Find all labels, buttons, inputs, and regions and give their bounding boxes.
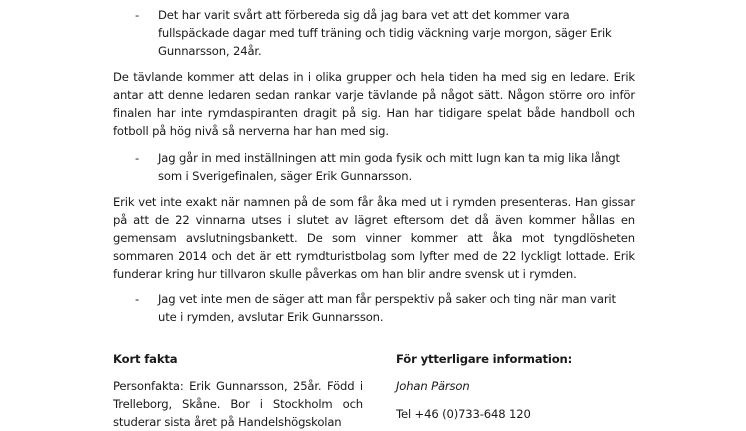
quote-3 (113, 290, 635, 326)
quote-text: Jag vet inte men de säger att man får perspektiv på saker och ting när man varit ute i rymden, avslutar Erik Gunnarsson. (158, 292, 616, 324)
quote-dash: - (135, 292, 140, 306)
paragraph-2: Erik vet inte exakt när namnen på de som får åka med ut i rymden presenteras. Han gissar på att de 22 vinnarna utses i slutet av lägret eftersom det då även kommer hållas en gemensam avslutningsbankett. De som vinner kommer att åka mot tyngdlösheten sommaren 2014 och det är ett rymdturistbolag som lyfter med de 22 lyckligt lottade. Erik funderar kring hur tillvaron skulle påverkas om han blir andre svensk ut i rymden. (113, 195, 635, 281)
contact-name: Johan Pärson (396, 379, 470, 393)
quote-text: Jag går in med inställningen att min goda fysik och mitt lugn kan ta mig lika långt som i Sverigefinalen, säger Erik Gunnarsson. (158, 151, 620, 183)
facts-heading: Kort fakta (113, 352, 178, 366)
quote-2 (113, 149, 635, 185)
quote-text: Det har varit svårt att förbereda sig då jag bara vet att det kommer vara fullspäckade dagar med tuff träning och tidig väckning varje morgon, säger Erik Gunnarsson, 24år. (158, 8, 612, 58)
contact-phone: Tel +46 (0)733-648 120 (396, 407, 531, 421)
facts-text: Personfakta: Erik Gunnarsson, 25år. Född i Trelleborg, Skåne. Bor i Stockholm och studerar sista året på Handelshögskolan (113, 379, 363, 429)
paragraph-1: De tävlande kommer att delas in i olika grupper och hela tiden ha med sig en ledare. Erik antar att denne ledaren sedan rankar varje tävlande på något sätt. Någon större oro inför finalen har inte rymdaspiranten dragit på sig. Han har tidigare spelat både handboll och fotboll på hög nivå så nerverna har han med sig. (113, 70, 635, 138)
contact-heading: För ytterligare information: (396, 352, 573, 366)
quote-1 (113, 6, 635, 60)
quote-dash: - (135, 151, 140, 165)
quote-dash: - (135, 8, 140, 22)
